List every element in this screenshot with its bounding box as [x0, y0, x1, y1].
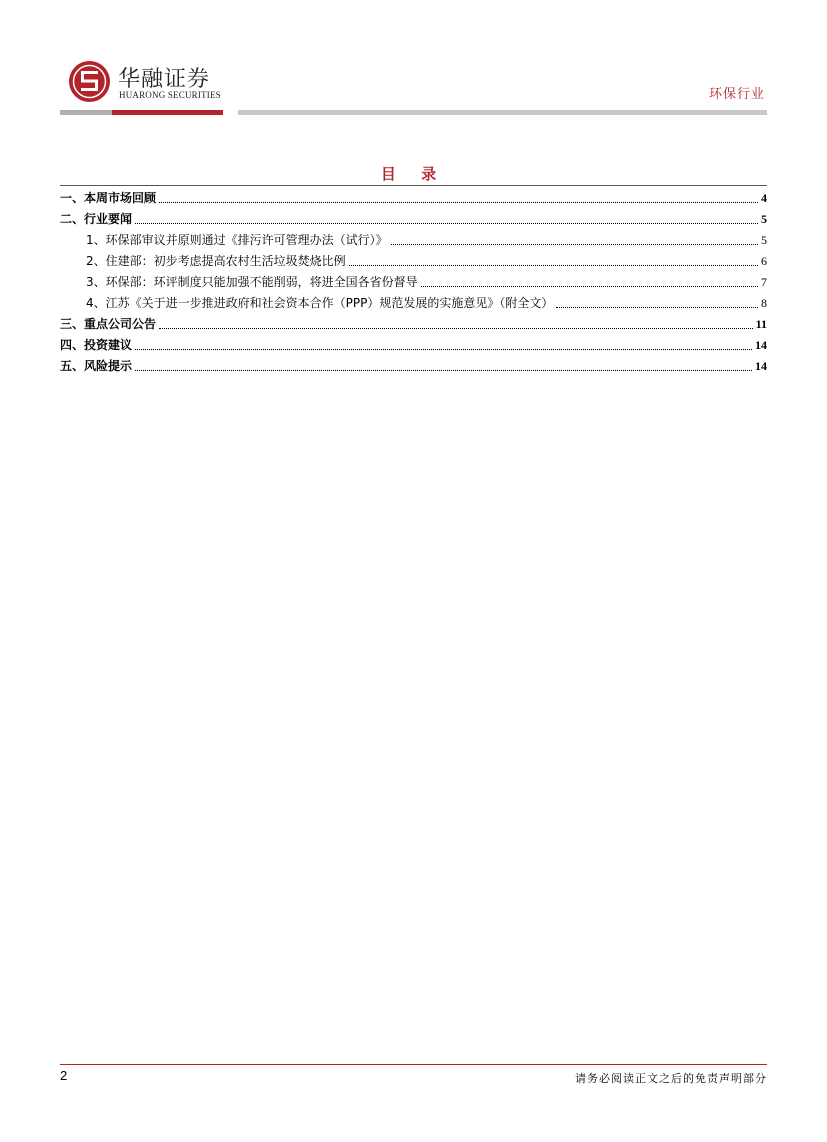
toc-divider — [60, 185, 767, 186]
toc-leader — [391, 243, 758, 245]
toc-entry-market-review[interactable] — [60, 188, 767, 209]
toc-subentry-3[interactable] — [60, 272, 767, 293]
toc-entry-page: 7 — [761, 275, 767, 289]
toc-entry-text: 四、投资建议 — [60, 338, 133, 352]
footer-divider — [60, 1064, 767, 1065]
toc-subentry-1[interactable] — [60, 230, 767, 251]
toc-subentry-4[interactable] — [60, 293, 767, 314]
company-logo — [68, 60, 228, 104]
toc-entry-text: 2、住建部：初步考虑提高农村生活垃圾焚烧比例 — [86, 254, 346, 268]
toc-entry-text: 二、行业要闻 — [60, 212, 133, 226]
page-number: 2 — [60, 1068, 68, 1083]
toc-entry-page: 8 — [761, 296, 767, 310]
toc-leader — [421, 285, 758, 287]
brand-name-cn: 华融证券 — [118, 67, 211, 92]
toc-entry-text: 五、风险提示 — [60, 359, 133, 373]
toc-entry-text: 4、江苏《关于进一步推进政府和社会资本合作（PPP）规范发展的实施意见》（附全文） — [86, 296, 554, 310]
toc-title: 目 录 — [380, 165, 447, 183]
toc-entry-text: 1、环保部审议并原则通过《排污许可管理办法（试行）》 — [86, 233, 388, 247]
table-of-contents — [60, 188, 767, 377]
toc-entry-page: 14 — [755, 338, 767, 352]
toc-entry-page: 14 — [755, 359, 767, 373]
toc-leader — [349, 264, 758, 266]
toc-entry-page: 5 — [761, 233, 767, 247]
toc-entry-investment-advice[interactable] — [60, 335, 767, 356]
toc-entry-text: 一、本周市场回顾 — [60, 191, 157, 205]
toc-entry-text: 三、重点公司公告 — [60, 317, 157, 331]
toc-entry-page: 4 — [761, 191, 767, 205]
header-bar-red — [112, 110, 223, 115]
huarong-logo-icon — [68, 60, 111, 103]
toc-entry-industry-news[interactable] — [60, 209, 767, 230]
toc-entry-company-announcements[interactable] — [60, 314, 767, 335]
toc-entry-risk-warning[interactable] — [60, 356, 767, 377]
toc-entry-text: 3、环保部：环评制度只能加强不能削弱，将进全国各省份督导 — [86, 275, 418, 289]
header-bar-gray-right — [238, 110, 767, 115]
toc-leader — [159, 327, 753, 329]
brand-name-en: HUARONG SECURITIES — [119, 90, 221, 100]
toc-leader — [135, 369, 752, 371]
header-bar-gray-left — [60, 110, 112, 115]
toc-entry-page: 6 — [761, 254, 767, 268]
toc-leader — [556, 306, 758, 308]
toc-leader — [135, 348, 752, 350]
toc-entry-page: 11 — [755, 317, 767, 331]
toc-subentry-2[interactable] — [60, 251, 767, 272]
toc-entry-page: 5 — [761, 212, 767, 226]
toc-leader — [159, 201, 758, 203]
toc-leader — [135, 222, 758, 224]
industry-label: 环保行业 — [708, 87, 765, 102]
disclaimer-note: 请务必阅读正文之后的免责声明部分 — [575, 1072, 767, 1085]
